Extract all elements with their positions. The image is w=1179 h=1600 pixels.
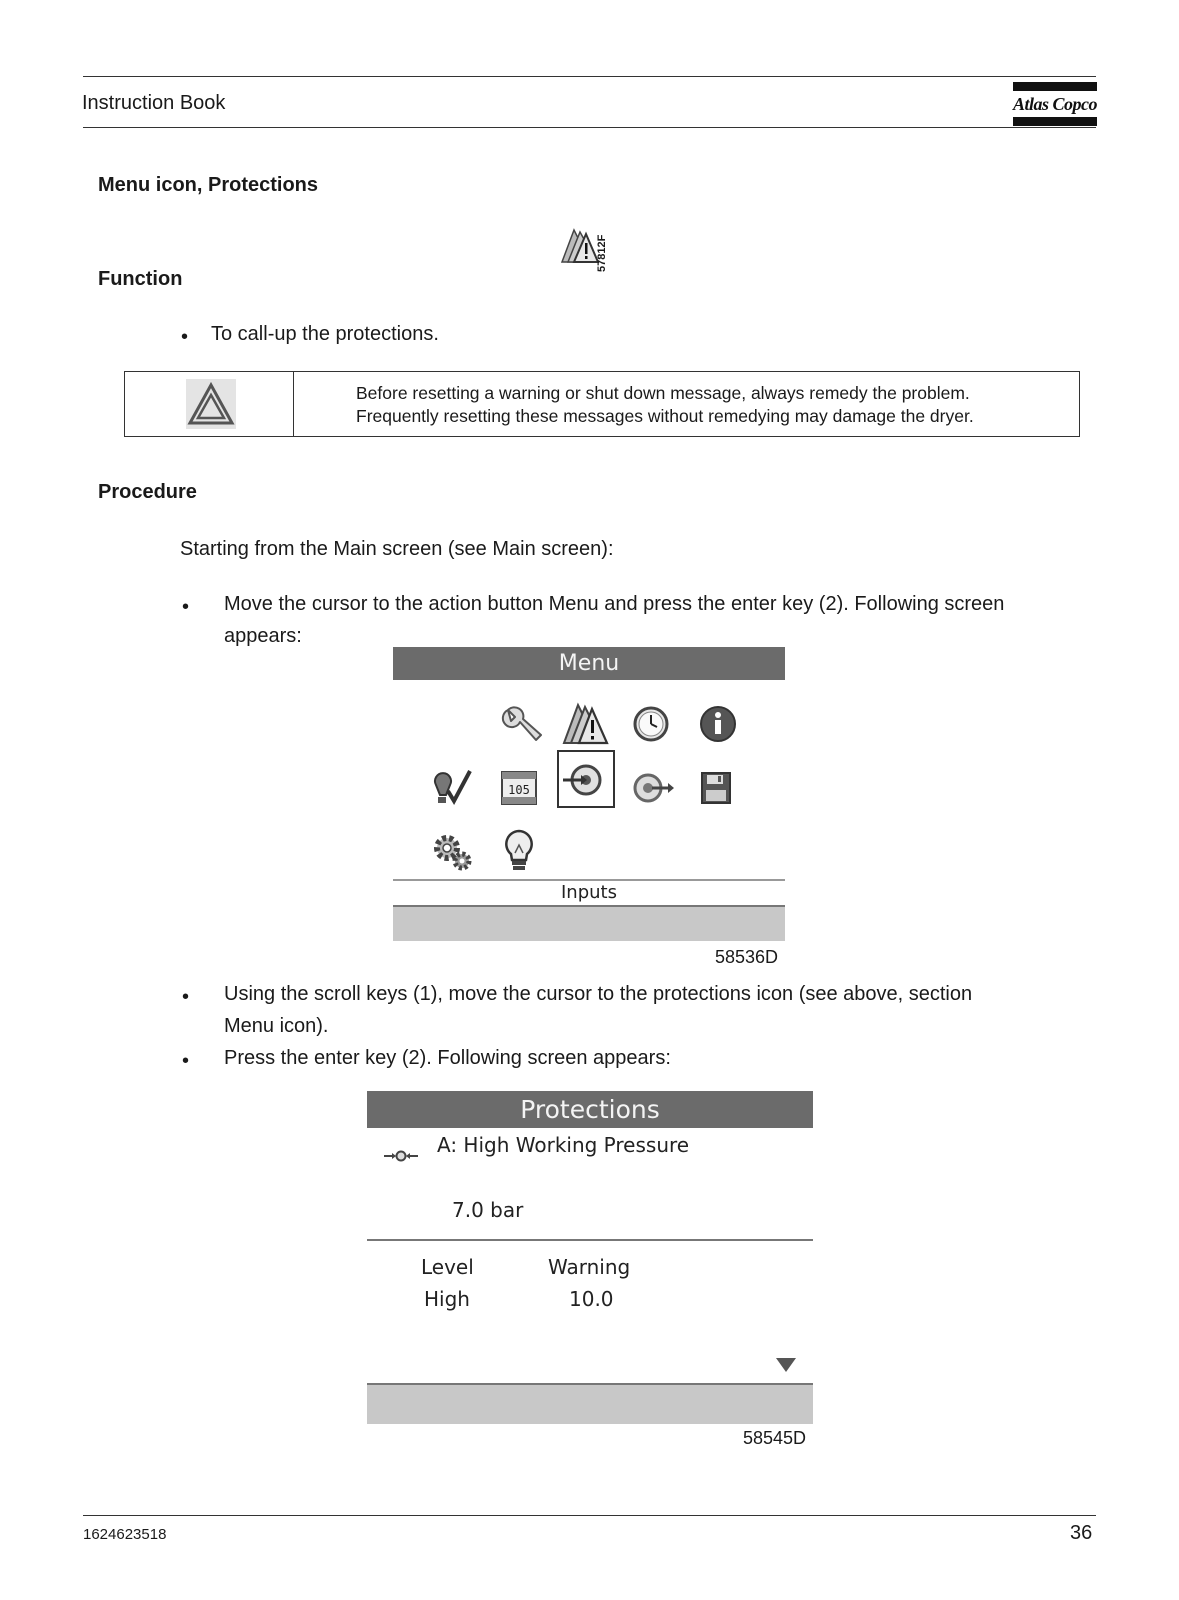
protections-figure-number: 58545D xyxy=(743,1428,807,1448)
protections-screen xyxy=(367,1091,813,1424)
service-check-icon xyxy=(428,763,478,813)
icon-code: 57812F xyxy=(596,234,608,272)
warning-triangle-icon xyxy=(186,379,236,429)
protections-status-bar xyxy=(367,1385,813,1424)
procedure-heading: Procedure xyxy=(98,481,197,503)
bullet-dot: • xyxy=(182,596,190,618)
level-header: Level xyxy=(421,1255,474,1279)
bullet-dot: • xyxy=(182,986,190,1008)
document-title: Instruction Book xyxy=(82,92,226,114)
menu-screen-title: Menu xyxy=(393,647,785,680)
step-1-line-1: Move the cursor to the action button Menu and press the enter key (2). Following screen xyxy=(224,593,1005,615)
page-number: 36 xyxy=(1070,1522,1093,1544)
document-number: 1624623518 xyxy=(83,1526,167,1543)
level-value: High xyxy=(424,1287,470,1311)
wrench-icon xyxy=(496,700,546,750)
header-bottom-rule xyxy=(83,127,1096,128)
settings-icon xyxy=(428,827,478,877)
protections-divider xyxy=(367,1239,813,1241)
counter-icon xyxy=(494,763,544,813)
menu-divider-top xyxy=(393,879,785,881)
protection-value: 7.0 bar xyxy=(452,1198,524,1222)
warning-value: 10.0 xyxy=(569,1287,614,1311)
protection-item-name: A: High Working Pressure xyxy=(437,1133,690,1157)
menu-screen xyxy=(393,647,785,941)
function-item: To call-up the protections. xyxy=(211,323,439,345)
step-2-line-2: Menu icon). xyxy=(224,1015,329,1037)
section-title: Menu icon, Protections xyxy=(98,174,319,196)
counter-value: 105 xyxy=(508,783,530,797)
clock-icon xyxy=(626,699,676,749)
protections-screen-title: Protections xyxy=(367,1091,813,1128)
menu-status-bar xyxy=(393,907,785,941)
scroll-down-arrow-icon[interactable] xyxy=(774,1356,798,1374)
step-3: Press the enter key (2). Following screen appears: xyxy=(224,1047,671,1069)
lightbulb-icon xyxy=(494,825,544,875)
step-1-line-2: appears: xyxy=(224,625,302,647)
menu-selected-label: Inputs xyxy=(561,882,617,903)
bullet-dot: • xyxy=(181,326,189,348)
function-heading: Function xyxy=(98,268,183,290)
inputs-icon[interactable] xyxy=(561,755,611,805)
caution-icon-cell xyxy=(125,372,294,436)
bullet-dot: • xyxy=(182,1050,190,1072)
pressure-sensor-icon xyxy=(383,1149,419,1163)
outputs-icon xyxy=(626,763,676,813)
save-icon xyxy=(691,763,741,813)
header-top-rule xyxy=(83,76,1096,77)
info-icon xyxy=(693,699,743,749)
caution-table xyxy=(124,371,1080,437)
procedure-intro: Starting from the Main screen (see Main screen): xyxy=(180,538,614,560)
caution-line-2: Frequently resetting these messages without remedying may damage the dryer. xyxy=(356,406,974,426)
step-2-line-1: Using the scroll keys (1), move the cursor to the protections icon (see above, section xyxy=(224,983,973,1005)
protections-icon xyxy=(560,699,610,749)
caution-line-1: Before resetting a warning or shut down message, always remedy the problem. xyxy=(356,383,970,403)
brand-name: Atlas Copco xyxy=(1013,94,1098,114)
footer-rule xyxy=(83,1515,1096,1516)
caution-message xyxy=(356,382,974,428)
atlas-copco-logo xyxy=(1013,82,1097,126)
menu-figure-number: 58536D xyxy=(715,947,779,967)
warning-header: Warning xyxy=(548,1255,631,1279)
